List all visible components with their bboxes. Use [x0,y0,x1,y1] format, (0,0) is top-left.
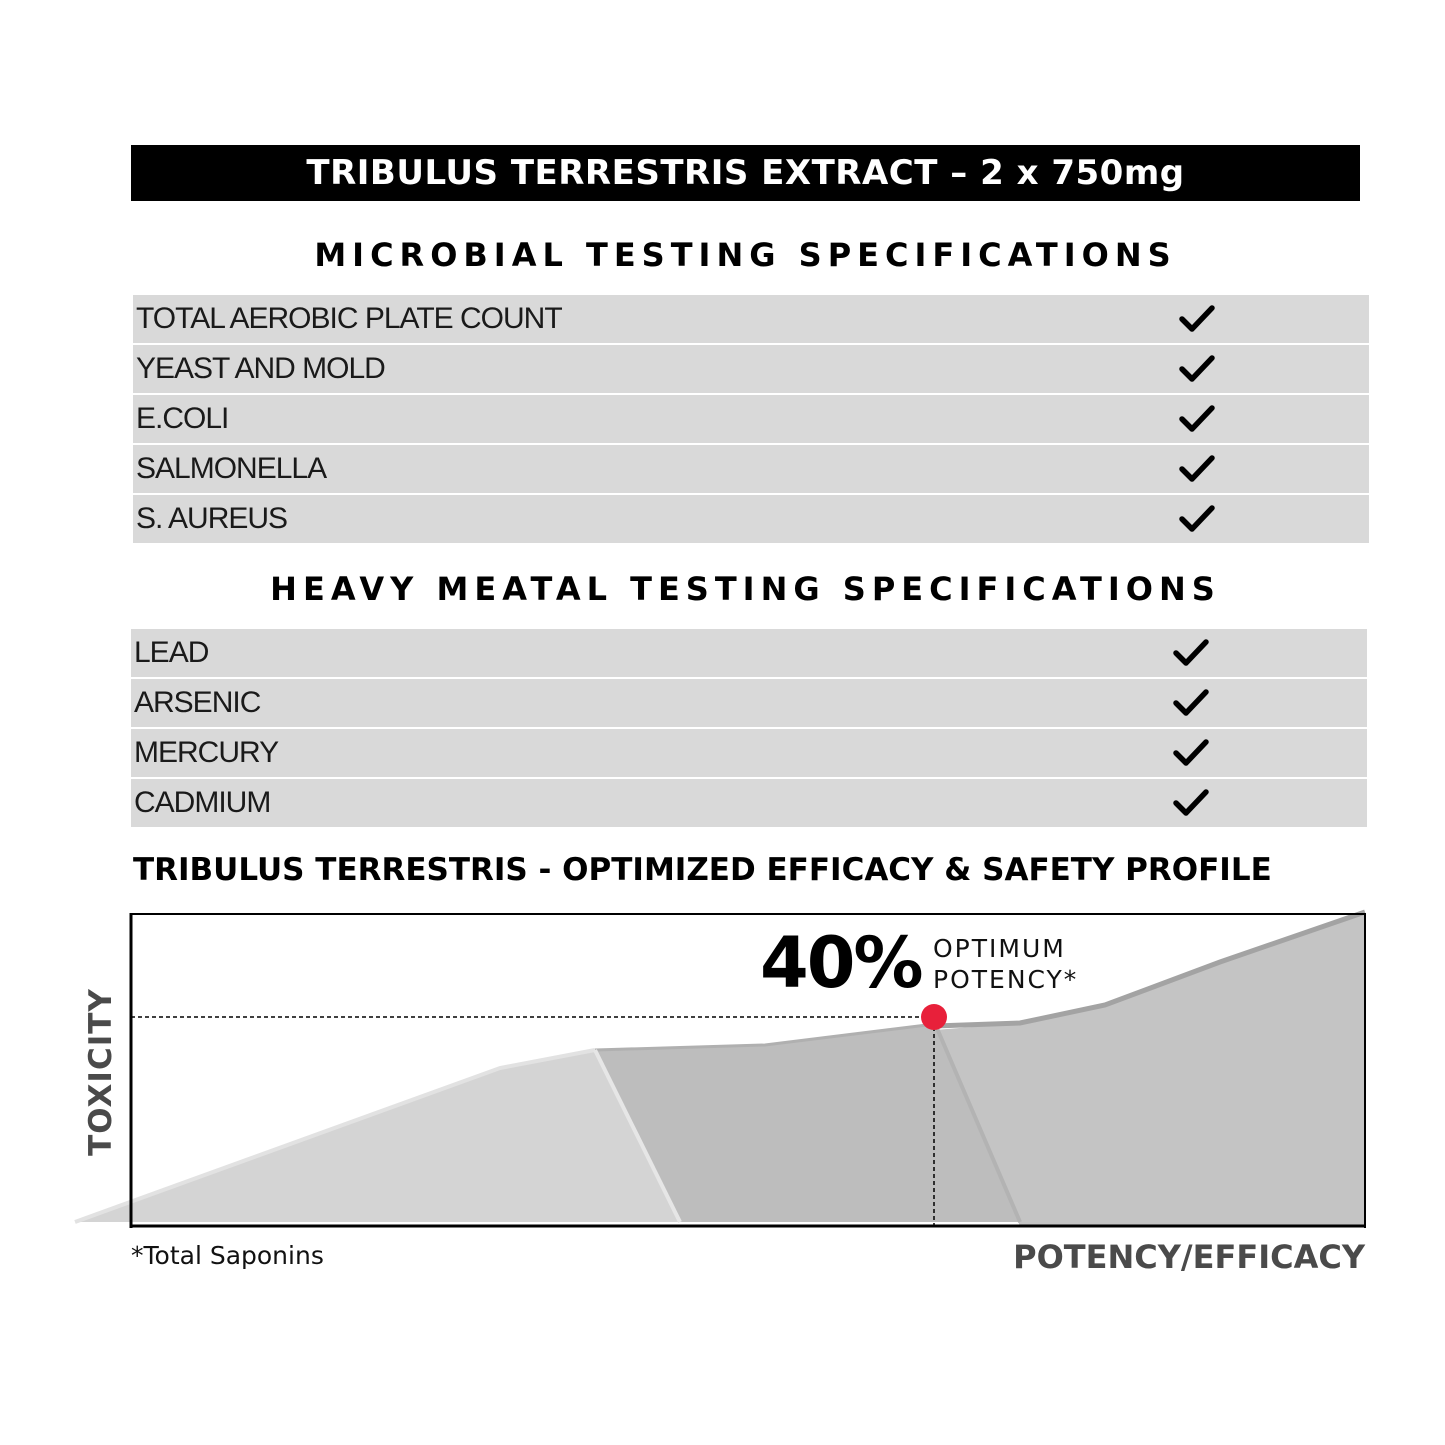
spec-label: LEAD [134,636,209,669]
optimum-point-marker [921,1004,947,1030]
spec-label: ARSENIC [134,686,261,719]
spec-label: E.COLI [136,402,229,435]
y-axis-label: TOXICITY [83,988,119,1156]
microbial-heading: MICROBIAL TESTING SPECIFICATIONS [314,236,1177,274]
x-axis-label: POTENCY/EFFICACY [1013,1238,1365,1276]
heavy-metal-heading: HEAVY MEATAL TESTING SPECIFICATIONS [270,570,1221,608]
optimum-percentage: 40% [760,922,922,1004]
product-title: TRIBULUS TERRESTRIS EXTRACT – 2 x 750mg [306,153,1185,193]
optimum-caption-line2: POTENCY* [933,965,1079,994]
chart-area-light [75,1050,680,1222]
spec-label: CADMIUM [134,786,271,819]
chart-title: TRIBULUS TERRESTRIS - OPTIMIZED EFFICACY & SAFETY PROFILE [133,852,1272,888]
spec-label: YEAST AND MOLD [136,352,385,385]
spec-label: MERCURY [134,736,279,769]
spec-label: SALMONELLA [136,452,327,485]
optimum-caption-line1: OPTIMUM [933,934,1066,963]
spec-label: TOTAL AEROBIC PLATE COUNT [136,302,562,335]
spec-label: S. AUREUS [136,502,288,535]
footnote: *Total Saponins [131,1241,324,1270]
optimum-caption [933,933,1078,995]
